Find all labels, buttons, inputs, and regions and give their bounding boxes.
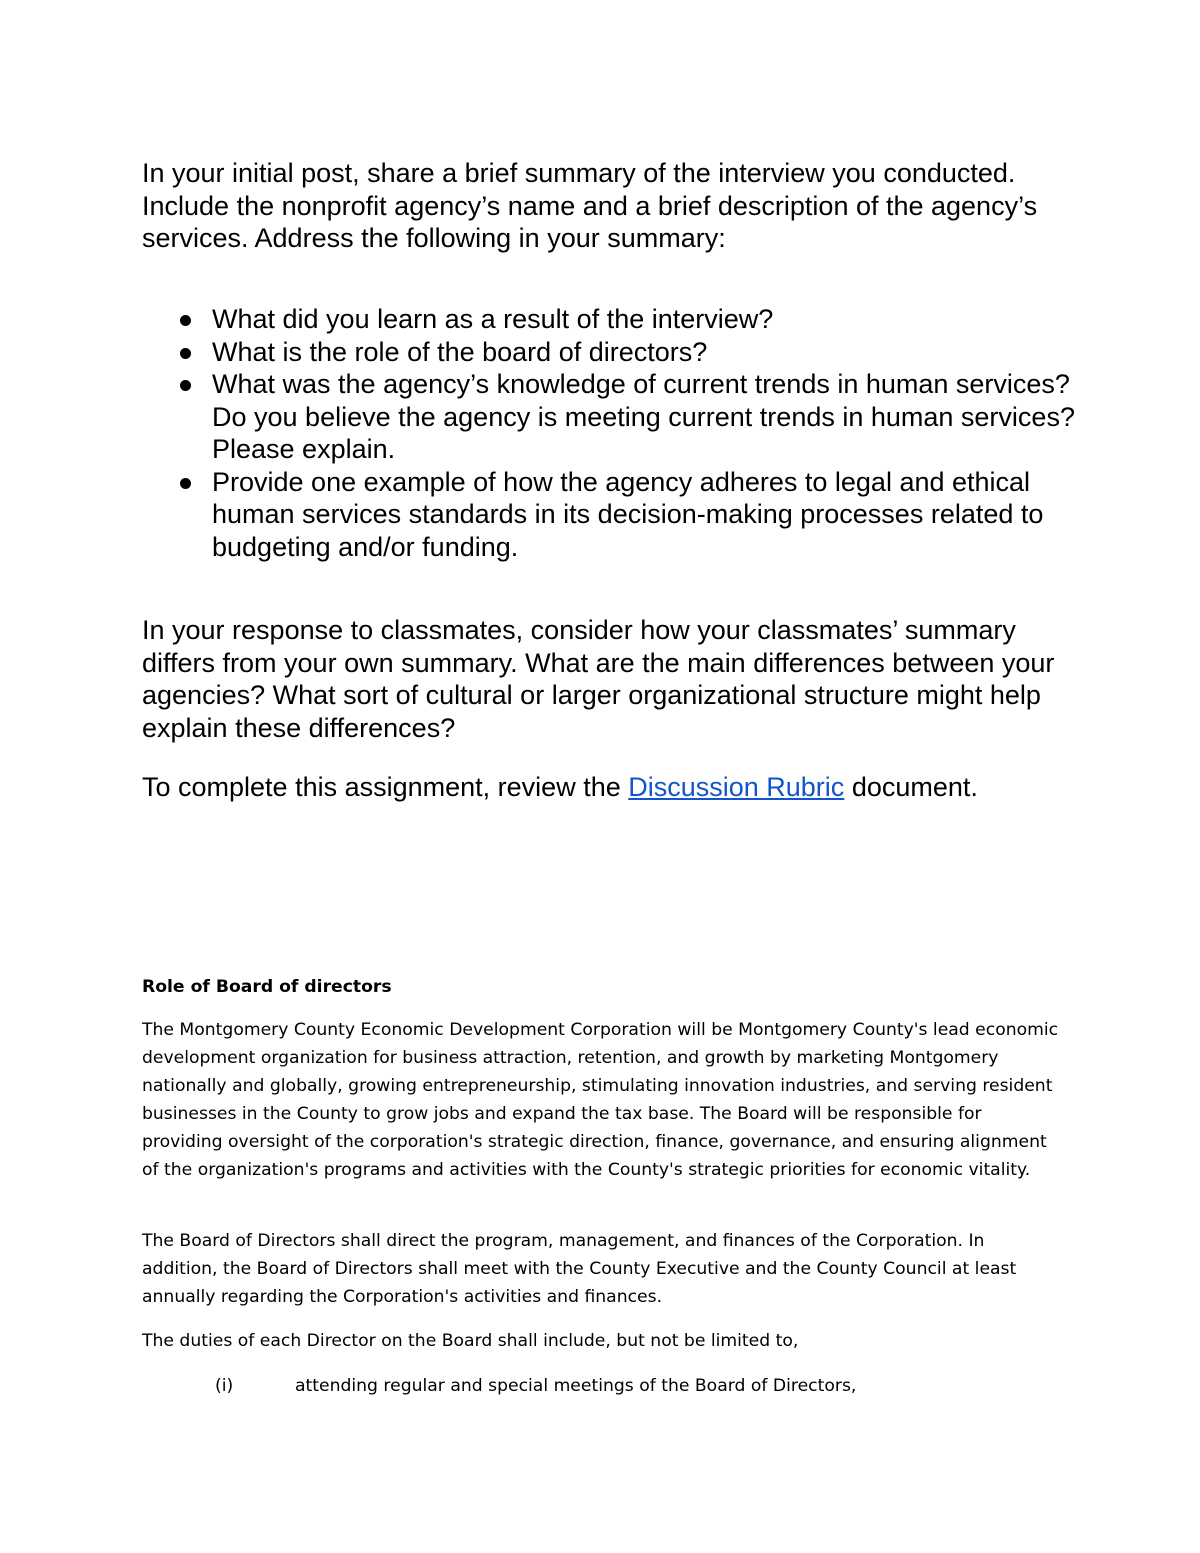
discussion-rubric-link[interactable]: Discussion Rubric <box>628 772 845 802</box>
question-list <box>142 303 1082 563</box>
board-role-paragraph: The Montgomery County Economic Development Corporation will be Montgomery County's lead economic development organization for business attraction, retention, and growth by marketing Montgomery nationally and globally, growing entrepreneurship, stimulating innovation industries, and serving resident businesses in the County to grow jobs and expand the tax base. The Board will be responsible for providing oversight of the corporation's strategic direction, finance, governance, and ensuring alignment of the organization's programs and activities with the County's strategic priorities for economic vitality. <box>142 1020 1059 1180</box>
list-item <box>142 303 1082 336</box>
response-paragraph: In your response to classmates, consider how your classmates’ summary differs from your own summary. What are the main differences between your agencies? What sort of cultural or larger organizational structure might help explain these differences? <box>142 615 1055 743</box>
list-item-text: What was the agency’s knowledge of current trends in human services? Do you believe the agency is meeting current trends in human services? Please explain. <box>212 369 1075 464</box>
director-duties-paragraph: The duties of each Director on the Board shall include, but not be limited to, <box>142 1331 799 1351</box>
complete-assignment-paragraph <box>142 771 1102 804</box>
list-item-text: What did you learn as a result of the interview? <box>212 304 774 334</box>
list-marker: (i) <box>215 1376 234 1396</box>
bullet-icon <box>180 478 191 489</box>
list-item <box>142 368 1082 466</box>
complete-suffix-text: document. <box>844 772 978 802</box>
intro-paragraph: In your initial post, share a brief summary of the interview you conducted. Include the nonprofit agency’s name and a brief description of the agency’s services. Address the following in your summary: <box>142 158 1038 253</box>
list-item <box>142 336 1082 369</box>
board-direction-paragraph: The Board of Directors shall direct the program, management, and finances of the Corporation. In addition, the Board of Directors shall meet with the County Executive and the County Council at least annually regarding the Corporation's activities and finances. <box>142 1231 1017 1307</box>
complete-prefix-text: To complete this assignment, review the <box>142 772 629 802</box>
list-item <box>142 466 1082 564</box>
bullet-icon <box>180 380 191 391</box>
list-item-text: What is the role of the board of directors? <box>212 336 708 367</box>
list-item-text: Provide one example of how the agency adheres to legal and ethical human services standards in its decision-making processes related to budgeting and/or funding. <box>212 466 1044 562</box>
bullet-icon <box>180 348 191 359</box>
bullet-icon <box>180 315 191 326</box>
section-heading: Role of Board of directors <box>142 977 392 997</box>
list-item-text: attending regular and special meetings of the Board of Directors, <box>295 1376 857 1396</box>
